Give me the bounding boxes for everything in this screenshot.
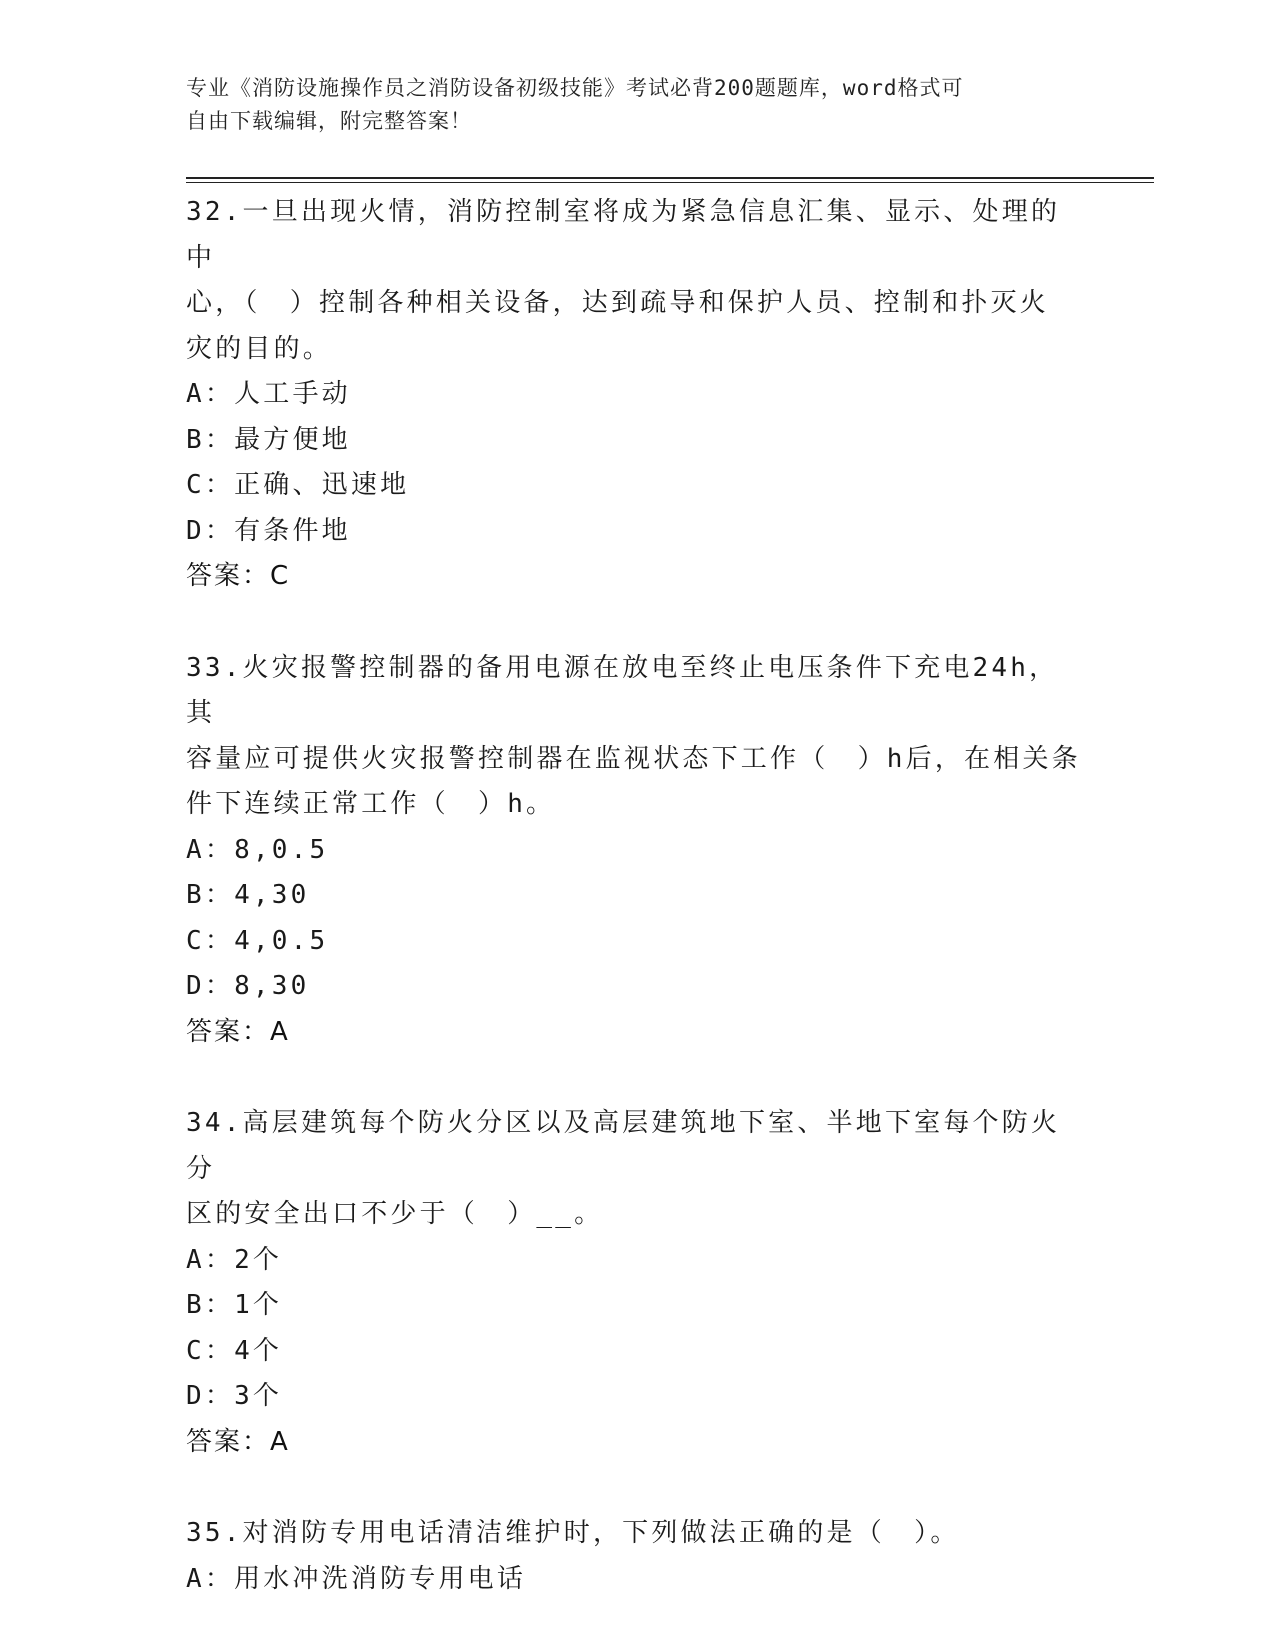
question-32 — [186, 190, 1086, 600]
option-d — [186, 964, 1086, 1010]
option-text: 正确、迅速地 — [234, 470, 410, 500]
option-d — [186, 1374, 1086, 1420]
answer-label: 答案：A — [186, 1016, 290, 1047]
option-letter: D： — [186, 515, 235, 546]
option-text: 3个 — [234, 1381, 283, 1411]
option-letter: C： — [186, 925, 235, 956]
header-line-2: 自由下载编辑，附完整答案！ — [186, 109, 472, 133]
answer-label: 答案：C — [186, 561, 291, 591]
option-b — [186, 418, 1086, 464]
question-text-line: 件下连续正常工作（ ）h。 — [186, 789, 556, 819]
header-divider-thick — [186, 177, 1154, 179]
question-35 — [186, 1511, 1086, 1602]
answer-label: 答案：A — [186, 1426, 290, 1457]
question-34 — [186, 1101, 1086, 1465]
question-text-line: 区的安全出口不少于（ ）__。 — [186, 1199, 604, 1229]
option-a — [186, 372, 1086, 418]
option-letter: C： — [186, 1335, 235, 1366]
question-text-line: 灾的目的。 — [186, 333, 333, 364]
option-text: 有条件地 — [234, 515, 351, 546]
option-d — [186, 509, 1086, 555]
option-text: 人工手动 — [234, 379, 351, 409]
option-letter: A： — [186, 1563, 235, 1594]
question-text-line: 容量应可提供火灾报警控制器在监视状态下工作（ ）h后，在相关条 — [186, 743, 1081, 774]
header-divider-thin — [186, 182, 1154, 183]
option-b — [186, 1283, 1086, 1329]
question-text-line: 34.高层建筑每个防火分区以及高层建筑地下室、半地下室每个防火分 — [186, 1108, 1061, 1184]
option-text: 4,0.5 — [234, 925, 329, 956]
option-text: 8,30 — [234, 971, 310, 1001]
question-text-line: 32.一旦出现火情，消防控制室将成为紧急信息汇集、显示、处理的中 — [186, 197, 1061, 273]
option-c — [186, 919, 1086, 965]
option-letter: A： — [186, 834, 235, 865]
option-c — [186, 1329, 1086, 1375]
option-letter: C： — [186, 470, 235, 500]
option-a — [186, 1238, 1086, 1284]
option-letter: B： — [186, 424, 235, 455]
option-text: 用水冲洗消防专用电话 — [234, 1563, 527, 1594]
header-line-1: 专业《消防设施操作员之消防设备初级技能》考试必背200题题库，word格式可 — [186, 76, 964, 100]
question-text-line: 心，（ ）控制各种相关设备，达到疏导和保护人员、控制和扑灭火 — [186, 288, 1050, 318]
option-letter: A： — [186, 379, 235, 409]
question-text-line: 35.对消防专用电话清洁维护时，下列做法正确的是（ ）。 — [186, 1518, 960, 1548]
option-letter: D： — [186, 1381, 235, 1411]
option-letter: B： — [186, 880, 235, 910]
option-letter: B： — [186, 1290, 235, 1320]
option-text: 最方便地 — [234, 424, 351, 455]
option-c — [186, 463, 1086, 509]
option-text: 4个 — [234, 1335, 283, 1366]
option-a — [186, 1557, 1086, 1603]
option-text: 8,0.5 — [234, 834, 329, 865]
question-text-line: 33.火灾报警控制器的备用电源在放电至终止电压条件下充电24h，其 — [186, 652, 1059, 728]
option-letter: A： — [186, 1244, 235, 1275]
question-list — [186, 190, 1086, 1648]
option-text: 4,30 — [234, 880, 310, 910]
question-33 — [186, 646, 1086, 1056]
document-header — [186, 72, 1066, 138]
option-b — [186, 873, 1086, 919]
option-a — [186, 828, 1086, 874]
option-letter: D： — [186, 971, 235, 1001]
option-text: 1个 — [234, 1290, 283, 1320]
option-text: 2个 — [234, 1244, 283, 1275]
